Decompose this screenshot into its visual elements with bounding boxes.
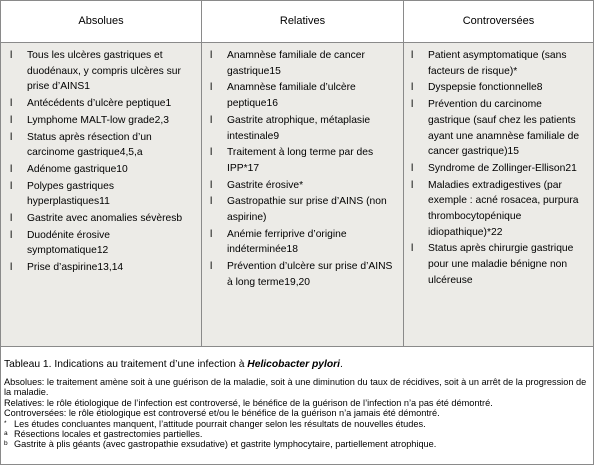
note-line <box>4 408 588 418</box>
bullet-marker: l <box>10 180 13 192</box>
list-item-text: Prévention du carcinome gastrique (sauf chez les patients ayant une anamnèse familiale de cancer gastrique)15 <box>428 99 580 158</box>
bullet-marker: l <box>411 162 414 174</box>
list-item <box>210 145 394 176</box>
bullet-marker: l <box>10 98 13 110</box>
list-item <box>210 194 394 225</box>
list-item <box>10 113 190 129</box>
list-item-text: Adénome gastrique10 <box>27 163 128 175</box>
bullet-marker: l <box>210 114 213 126</box>
caption-suffix: . <box>339 359 343 370</box>
bullet-marker: l <box>411 99 414 111</box>
list-item <box>210 80 394 111</box>
bullet-marker: l <box>10 131 13 143</box>
list-item <box>411 97 585 160</box>
bullet-marker: l <box>210 82 213 94</box>
bullet-marker: l <box>411 50 414 61</box>
note-line <box>4 429 588 439</box>
list-item <box>210 48 394 79</box>
list-item <box>210 227 394 258</box>
list-item-text: Dyspepsie fonctionnelle8 <box>428 82 543 94</box>
note-text: Relatives: le rôle étiologique de l’infection est controversé, le bénéfice de la guérison de l’infection n’a pas été démontré. <box>4 397 493 408</box>
list-item <box>10 260 190 276</box>
header-absolues: Absolues <box>78 15 124 27</box>
bullet-marker: l <box>210 196 213 208</box>
bullet-marker: l <box>10 114 13 126</box>
indications-table <box>1 1 593 346</box>
column-divider <box>403 1 404 346</box>
list-item-text: Duodénite érosive symptomatique12 <box>27 229 110 257</box>
list-item-text: Prise d’aspirine13,14 <box>27 262 124 274</box>
list-item <box>10 130 190 161</box>
list-item-text: Antécédents d’ulcère peptique1 <box>27 98 172 110</box>
list-item-text: Tous les ulcères gastriques et duodénaux, y compris ulcères sur prise d’AINS1 <box>27 50 181 93</box>
note-line <box>4 439 588 449</box>
table-caption <box>4 358 343 371</box>
list-item-text: Gastropathie sur prise d’AINS (non aspirine) <box>227 196 387 224</box>
list-item <box>411 161 585 177</box>
column-divider <box>201 1 202 346</box>
list-item <box>411 80 585 96</box>
note-line <box>4 419 588 429</box>
list-item <box>411 241 585 288</box>
bullet-marker: l <box>210 179 213 191</box>
list-item <box>10 211 190 227</box>
note-text: Les études concluantes manquent, l’attitude pourrait changer selon les résultats de nouvelles études. <box>14 418 426 429</box>
bullet-marker: l <box>10 213 13 225</box>
list-item <box>10 228 190 259</box>
list-item-text: Anamnèse familiale d’ulcère peptique16 <box>227 82 356 110</box>
note-marker: b <box>4 440 8 448</box>
table-header-row <box>1 1 593 43</box>
list-item <box>10 162 190 178</box>
caption-prefix: Tableau 1. Indications au traitement d’une infection à <box>4 359 248 370</box>
column-absolues <box>10 48 190 277</box>
list-item <box>210 113 394 144</box>
bullet-marker: l <box>411 243 414 255</box>
list-item <box>210 259 394 290</box>
bullet-marker: l <box>10 50 13 61</box>
bullet-marker: l <box>10 229 13 241</box>
list-item <box>210 178 394 194</box>
list-item <box>411 178 585 241</box>
bullet-marker: l <box>411 179 414 191</box>
list-item <box>10 96 190 112</box>
note-text: Gastrite à plis géants (avec gastropathie exsudative) et gastrite lymphocytaire, partiellement atrophique. <box>14 439 437 450</box>
list-item <box>411 48 585 79</box>
note-line <box>4 377 588 398</box>
list-item-text: Gastrite atrophique, métaplasie intestinale9 <box>227 114 371 142</box>
header-relatives: Relatives <box>279 15 326 27</box>
list-item <box>10 48 190 95</box>
bullet-marker: l <box>210 50 213 61</box>
list-item-text: Gastrite avec anomalies sévèresb <box>27 213 183 225</box>
list-item-text: Anamnèse familiale de cancer gastrique15 <box>227 50 365 77</box>
note-text: Résections locales et gastrectomies partielles. <box>14 429 203 440</box>
note-marker: a <box>4 430 8 438</box>
list-item-text: Syndrome de Zollinger-Ellison21 <box>428 162 577 174</box>
note-marker: * <box>4 419 7 427</box>
column-controversees <box>411 48 585 290</box>
bullet-marker: l <box>210 147 213 159</box>
list-item-text: Patient asymptomatique (sans facteurs de risque)* <box>428 50 567 77</box>
table-bottom-rule <box>1 346 593 347</box>
column-relatives <box>210 48 394 292</box>
list-item-text: Prévention d’ulcère sur prise d’AINS à long terme19,20 <box>227 261 393 288</box>
note-line <box>4 398 588 408</box>
list-item-text: Gastrite érosive* <box>227 179 304 191</box>
list-item-text: Status après chirurgie gastrique pour une maladie bénigne non ulcéreuse <box>428 243 574 286</box>
list-item <box>10 179 190 210</box>
list-item-text: Status après résection d’un carcinome gastrique4,5,a <box>27 131 152 159</box>
list-item-text: Anémie ferriprive d’origine indéterminée18 <box>227 228 347 256</box>
bullet-marker: l <box>210 261 213 273</box>
table-notes <box>4 377 588 450</box>
list-item-text: Maladies extradigestives (par exemple : acné rosacea, purpura thrombocytopénique idiopathique)*22 <box>428 179 579 238</box>
list-item-text: Lymphome MALT-low grade2,3 <box>27 114 169 126</box>
bullet-marker: l <box>210 228 213 240</box>
list-item-text: Polypes gastriques hyperplastiques11 <box>27 180 115 208</box>
caption-organism: Helicobacter pylori <box>247 359 340 370</box>
bullet-marker: l <box>411 82 414 94</box>
note-text: Absolues: le traitement amène soit à une guérison de la maladie, soit à une diminution du taux de récidives, soit à un arrêt de la progression de la maladie. <box>4 377 587 398</box>
bullet-marker: l <box>10 163 13 175</box>
header-controversees: Controversées <box>462 15 535 27</box>
note-text: Controversées: le rôle étiologique est controversé et/ou le bénéfice de la guérison n’a jamais été démontré. <box>4 408 440 419</box>
bullet-marker: l <box>10 262 13 274</box>
list-item-text: Traitement à long terme par des IPP*17 <box>227 147 374 174</box>
